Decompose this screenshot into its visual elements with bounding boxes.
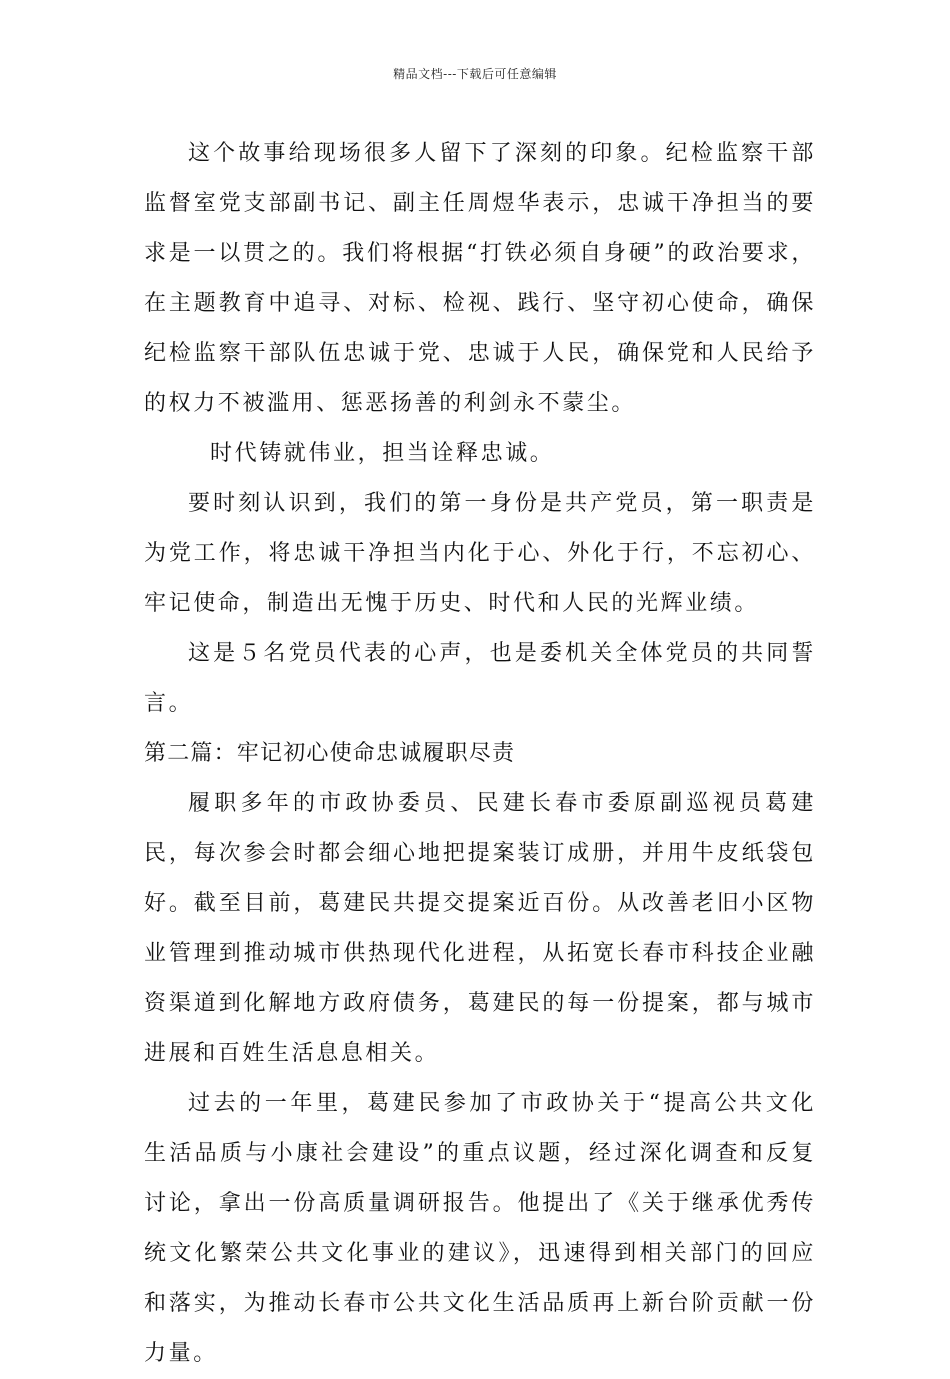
document-body [144,129,816,1379]
paragraph: 时代铸就伟业，担当诠释忠诚。 [210,441,555,466]
paragraph: 这个故事给现场很多人留下了深刻的印象。纪检监察干部监督室党支部副书记、副主任周煜华表示，忠诚干净担当的要求是一以贯之的。我们将根据“打铁必须自身硬”的政治要求，在主题教育中追寻、对标、检视、践行、坚守初心使命，确保纪检监察干部队伍忠诚于党、忠诚于人民，确保党和人民给予的权力不被滥用、惩恶扬善的利剑永不蒙尘。 [144,141,816,416]
paragraph: 过去的一年里，葛建民参加了市政协关于“提高公共文化生活品质与小康社会建设”的重点议题，经过深化调查和反复讨论，拿出一份高质量调研报告。他提出了《关于继承优秀传统文化繁荣公共文化事业的建议》，迅速得到相关部门的回应和落实，为推动长春市公共文化生活品质再上新台阶贡献一份力量。 [144,1091,816,1366]
paragraph: 要时刻认识到，我们的第一身份是共产党员，第一职责是为党工作，将忠诚干净担当内化于心、外化于行，不忘初心、牢记使命，制造出无愧于历史、时代和人民的光辉业绩。 [144,491,816,616]
page-header: 精品文档---下载后可任意编辑 [393,67,557,81]
paragraph: 履职多年的市政协委员、民建长春市委原副巡视员葛建民，每次参会时都会细心地把提案装订成册，并用牛皮纸袋包好。截至目前，葛建民共提交提案近百份。从改善老旧小区物业管理到推动城市供热现代化进程，从拓宽长春市科技企业融资渠道到化解地方政府债务，葛建民的每一份提案，都与城市进展和百姓生活息息相关。 [144,791,816,1066]
section-heading: 第二篇：牢记初心使命忠诚履职尽责 [144,741,516,766]
paragraph: 这是５名党员代表的心声，也是委机关全体党员的共同誓言。 [144,641,816,716]
